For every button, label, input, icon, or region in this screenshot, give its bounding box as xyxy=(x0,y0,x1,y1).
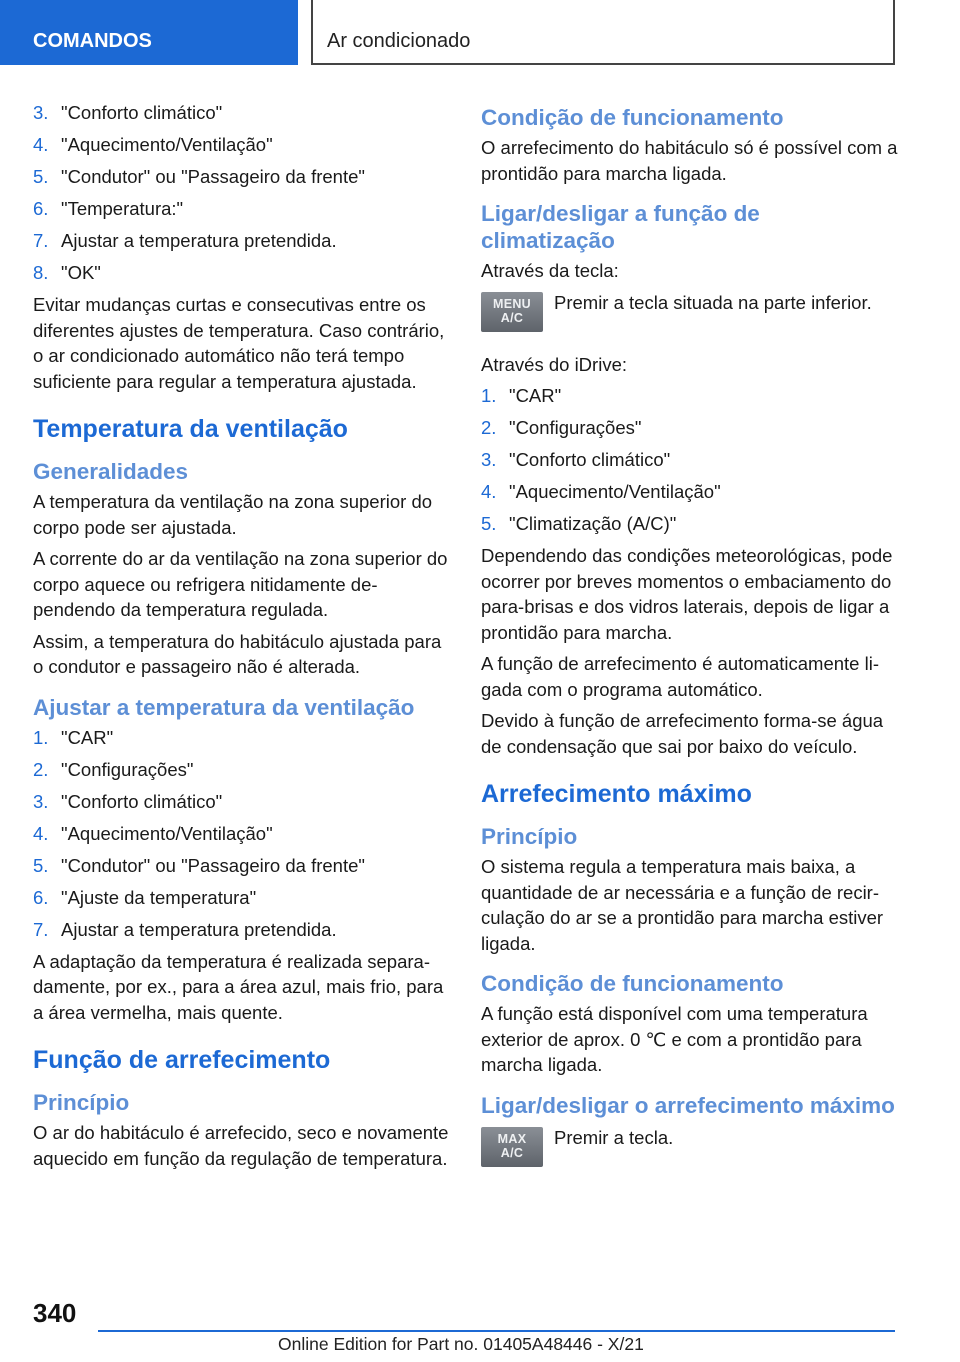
paragraph-general-1: A temperatura da ventilação na zona superior do corpo pode ser ajustada. xyxy=(33,491,433,538)
step-number: 4. xyxy=(481,481,497,502)
step-number: 4. xyxy=(33,134,49,155)
paragraph-condensation: Devido à função de arrefecimento forma-se água de condensação que sai por baixo do veículo. xyxy=(481,710,884,757)
heading-principle: Princípio xyxy=(33,1090,130,1115)
step-number: 5. xyxy=(481,513,497,534)
key-instruction-text: Premir a tecla situada na parte inferior. xyxy=(554,291,872,313)
max-ac-key-icon: MAX A/C xyxy=(481,1127,543,1167)
step-number: 2. xyxy=(481,417,497,438)
key-instruction-text: Premir a tecla. xyxy=(554,1126,674,1148)
paragraph-auto-program: A função de arrefecimento é automaticamente ligada com o programa automático. xyxy=(481,653,879,700)
list-item: 3. "Conforto climático" xyxy=(33,789,451,815)
heading-operating-condition: Condição de funcionamento xyxy=(481,105,784,130)
key-instruction-max xyxy=(481,1125,899,1173)
heading-toggle-climate: Ligar/desligar a função de climatização xyxy=(481,201,760,253)
step-number: 1. xyxy=(33,726,49,748)
left-column xyxy=(33,100,451,1177)
paragraph-operating-condition: O arrefecimento do habitáculo só é possível com a prontidão para marcha ligada. xyxy=(481,137,898,184)
list-item: 1. "CAR" xyxy=(33,725,451,751)
step-number: 5. xyxy=(33,854,49,876)
list-item: 5. "Climatização (A/C)" xyxy=(481,511,899,537)
step-number: 3. xyxy=(33,102,49,123)
list-item: 3. "Conforto climático" xyxy=(33,100,451,126)
steps-list-adjust xyxy=(33,725,451,943)
list-item: 7. Ajustar a temperatura pretendida. xyxy=(33,228,451,254)
step-number: 1. xyxy=(481,385,497,406)
menu-ac-key-icon: MENU A/C xyxy=(481,292,543,332)
page-number: 340 xyxy=(33,1298,77,1328)
heading-cooling-function: Função de arrefecimento xyxy=(33,1046,331,1074)
list-item: 7. Ajustar a temperatura pretendida. xyxy=(33,917,451,943)
topic-title: Ar condicionado xyxy=(311,0,895,65)
right-column xyxy=(481,100,899,1187)
heading-operating-condition-2: Condição de funcionamento xyxy=(481,971,784,996)
page-header xyxy=(0,0,960,66)
list-item: 4. "Aquecimento/Ventilação" xyxy=(33,821,451,847)
paragraph-avoid-changes: Evitar mudanças curtas e consecutivas entre os diferentes ajustes de temperatura. Caso contrário, o ar condicionado automático não terá tempo suficiente para regular a temperatura ajustada. xyxy=(33,294,445,392)
paragraph-via-idrive: Através do iDrive: xyxy=(481,353,627,375)
list-item: 3. "Conforto climático" xyxy=(481,447,899,473)
paragraph-principle: O ar do habitáculo é arrefecido, seco e novamente aquecido em função da regulação de temperatura. xyxy=(33,1122,449,1169)
list-item: 1. "CAR" xyxy=(481,383,899,409)
key-instruction-menu xyxy=(481,290,899,338)
list-item: 8. "OK" xyxy=(33,260,451,286)
step-number: 6. xyxy=(33,886,49,908)
step-number: 7. xyxy=(33,918,49,940)
list-item: 6. "Ajuste da temperatura" xyxy=(33,885,451,911)
list-item: 4. "Aquecimento/Ventilação" xyxy=(33,132,451,158)
step-number: 3. xyxy=(33,790,49,812)
heading-max-cooling: Arrefecimento máximo xyxy=(481,780,752,808)
paragraph-adaptation: A adaptação da temperatura é realizada separadamente, por ex., para a área azul, mais frio, para a área vermelha, mais quente. xyxy=(33,950,444,1023)
paragraph-general-3: Assim, a temperatura do habitáculo ajustada para o condutor e passageiro não é alterada. xyxy=(33,630,442,677)
section-tab: COMANDOS xyxy=(0,0,298,65)
list-item: 6. "Temperatura:" xyxy=(33,196,451,222)
steps-list-temperature xyxy=(33,100,451,286)
heading-general: Generalidades xyxy=(33,459,189,484)
list-item: 5. "Condutor" ou "Passageiro da frente" xyxy=(33,164,451,190)
footer-divider xyxy=(98,1330,895,1332)
step-number: 7. xyxy=(33,230,49,251)
paragraph-max-principle: O sistema regula a temperatura mais baixa, a quantidade de ar necessária e a função de recirculação do ar se a prontidão para marcha estiver ligada. xyxy=(481,856,884,954)
list-item: 2. "Configurações" xyxy=(481,415,899,441)
heading-adjust-ventilation: Ajustar a temperatura da ventilação xyxy=(33,694,415,720)
steps-list-idrive xyxy=(481,383,899,537)
step-number: 3. xyxy=(481,449,497,470)
paragraph-weather: Dependendo das condições meteorológicas, pode ocorrer por breves momentos o embaciamento do para-brisas e dos vidros laterais, depois de ligar a prontidão para marcha. xyxy=(481,545,893,643)
step-number: 8. xyxy=(33,262,49,283)
footer-edition: Online Edition for Part no. 01405A48446 - X/21 xyxy=(278,1334,644,1354)
step-number: 5. xyxy=(33,166,49,187)
paragraph-operating-condition-2: A função está disponível com uma temperatura exterior de aprox. 0 ℃ e com a prontidão para marcha ligada. xyxy=(481,1003,868,1075)
list-item: 2. "Configurações" xyxy=(33,757,451,783)
heading-principle: Princípio xyxy=(481,824,578,849)
heading-ventilation-temperature: Temperatura da ventilação xyxy=(33,415,348,443)
step-number: 4. xyxy=(33,822,49,844)
step-number: 6. xyxy=(33,198,49,219)
paragraph-general-2: A corrente do ar da ventilação na zona superior do corpo aquece ou refrigera nitidamente dependendo da temperatura regulada. xyxy=(33,548,448,620)
step-number: 2. xyxy=(33,758,49,780)
list-item: 5. "Condutor" ou "Passageiro da frente" xyxy=(33,853,451,879)
paragraph-via-key: Através da tecla: xyxy=(481,260,619,281)
heading-toggle-max-cooling: Ligar/desligar o arrefecimento máximo xyxy=(481,1092,895,1118)
list-item: 4. "Aquecimento/Ventilação" xyxy=(481,479,899,505)
